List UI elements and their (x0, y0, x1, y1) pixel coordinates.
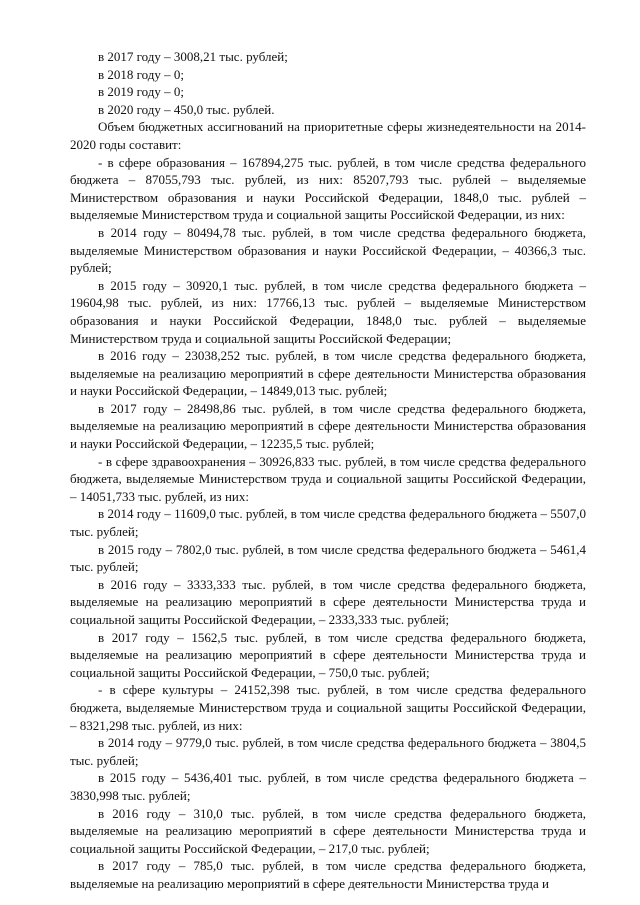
paragraph-17: в 2014 году – 9779,0 тыс. рублей, в том числе средства федерального бюджета – 3804,5 тыс. рублей; (70, 735, 586, 768)
paragraph-10: в 2017 году – 28498,86 тыс. рублей, в том числе средства федерального бюджета, выделяемые на реализацию мероприятий в сфере деятельности Министерства образования и науки Российской Федерации, – 12235,5 тыс. рублей; (70, 400, 586, 452)
paragraph-8: в 2015 году – 30920,1 тыс. рублей, в том числе средства федерального бюджета – 19604,98 тыс. рублей, из них: 17766,13 тыс. рублей – выделяемые Министерством образования и науки Российской Федерации, 1848,0 тыс. рублей – выделяемые Министерством труда и социальной защиты Российской Федерации; (70, 277, 586, 346)
paragraph-1: в 2017 году – 3008,21 тыс. рублей; (98, 49, 288, 64)
paragraph-18: в 2015 году – 5436,401 тыс. рублей, в том числе средства федерального бюджета – 3830,998 тыс. рублей; (70, 770, 586, 803)
paragraph-13: в 2015 году – 7802,0 тыс. рублей, в том числе средства федерального бюджета – 5461,4 тыс. рублей; (70, 541, 586, 575)
paragraph-6: - в сфере образования – 167894,275 тыс. рублей, в том числе средства федерального бюджета – 87055,793 тыс. рублей, из них: 85207,793 тыс. рублей – выделяемые Министерством образования и науки Российской Федерации, 1848,0 тыс. рублей – выделяемые Министерством труда и социальной защиты Российской Федерации, из них: (70, 154, 586, 223)
paragraph-9: в 2016 году – 23038,252 тыс. рублей, в том числе средства федерального бюджета, выделяемые на реализацию мероприятий в сфере деятельности Министерства образования и науки Российской Федерации, – 14849,013 тыс. рублей; (70, 348, 586, 399)
paragraph-2: в 2018 году – 0; (98, 66, 184, 82)
paragraph-7: в 2014 году – 80494,78 тыс. рублей, в том числе средства федерального бюджета, выделяемые Министерством образования и науки Российской Федерации, – 40366,3 тыс. рублей; (70, 224, 586, 276)
paragraph-19: в 2016 году – 310,0 тыс. рублей, в том числе средства федерального бюджета, выделяемые на реализацию мероприятий в сфере деятельности Министерства труда и социальной защиты Российской Федерации, – 217,0 тыс. рублей; (70, 805, 586, 856)
paragraph-4: в 2020 году – 450,0 тыс. рублей. (98, 101, 275, 117)
paragraph-3: в 2019 году – 0; (98, 84, 184, 100)
paragraph-15: в 2017 году – 1562,5 тыс. рублей, в том числе средства федерального бюджета, выделяемые на реализацию мероприятий в сфере деятельности Министерства труда и социальной защиты Российской Федерации, – 750,0 тыс. рублей; (70, 629, 586, 680)
paragraph-5: Объем бюджетных ассигнований на приоритетные сферы жизнедеятельности на 2014-2020 годы составит: (70, 119, 586, 152)
paragraph-20: в 2017 году – 785,0 тыс. рублей, в том числе средства федерального бюджета, выделяемые на реализацию мероприятий в сфере деятельности Министерства труда и (70, 858, 586, 891)
paragraph-11: - в сфере здравоохранения – 30926,833 тыс. рублей, в том числе средства федерального бюджета, выделяемые Министерством труда и социальной защиты Российской Федерации, – 14051,733 тыс. рублей, из них: (70, 453, 586, 504)
paragraph-14: в 2016 году – 3333,333 тыс. рублей, в том числе средства федерального бюджета, выделяемые на реализацию мероприятий в сфере деятельности Министерства труда и социальной защиты Российской Федерации, – 2333,333 тыс. рублей; (70, 576, 586, 627)
paragraph-16: - в сфере культуры – 24152,398 тыс. рублей, в том числе средства федерального бюджета, выделяемые Министерством труда и социальной защиты Российской Федерации, – 8321,298 тыс. рублей, из них: (70, 682, 586, 733)
paragraph-12: в 2014 году – 11609,0 тыс. рублей, в том числе средства федерального бюджета – 5507,0 тыс. рублей; (70, 506, 586, 540)
document-page (70, 48, 586, 893)
